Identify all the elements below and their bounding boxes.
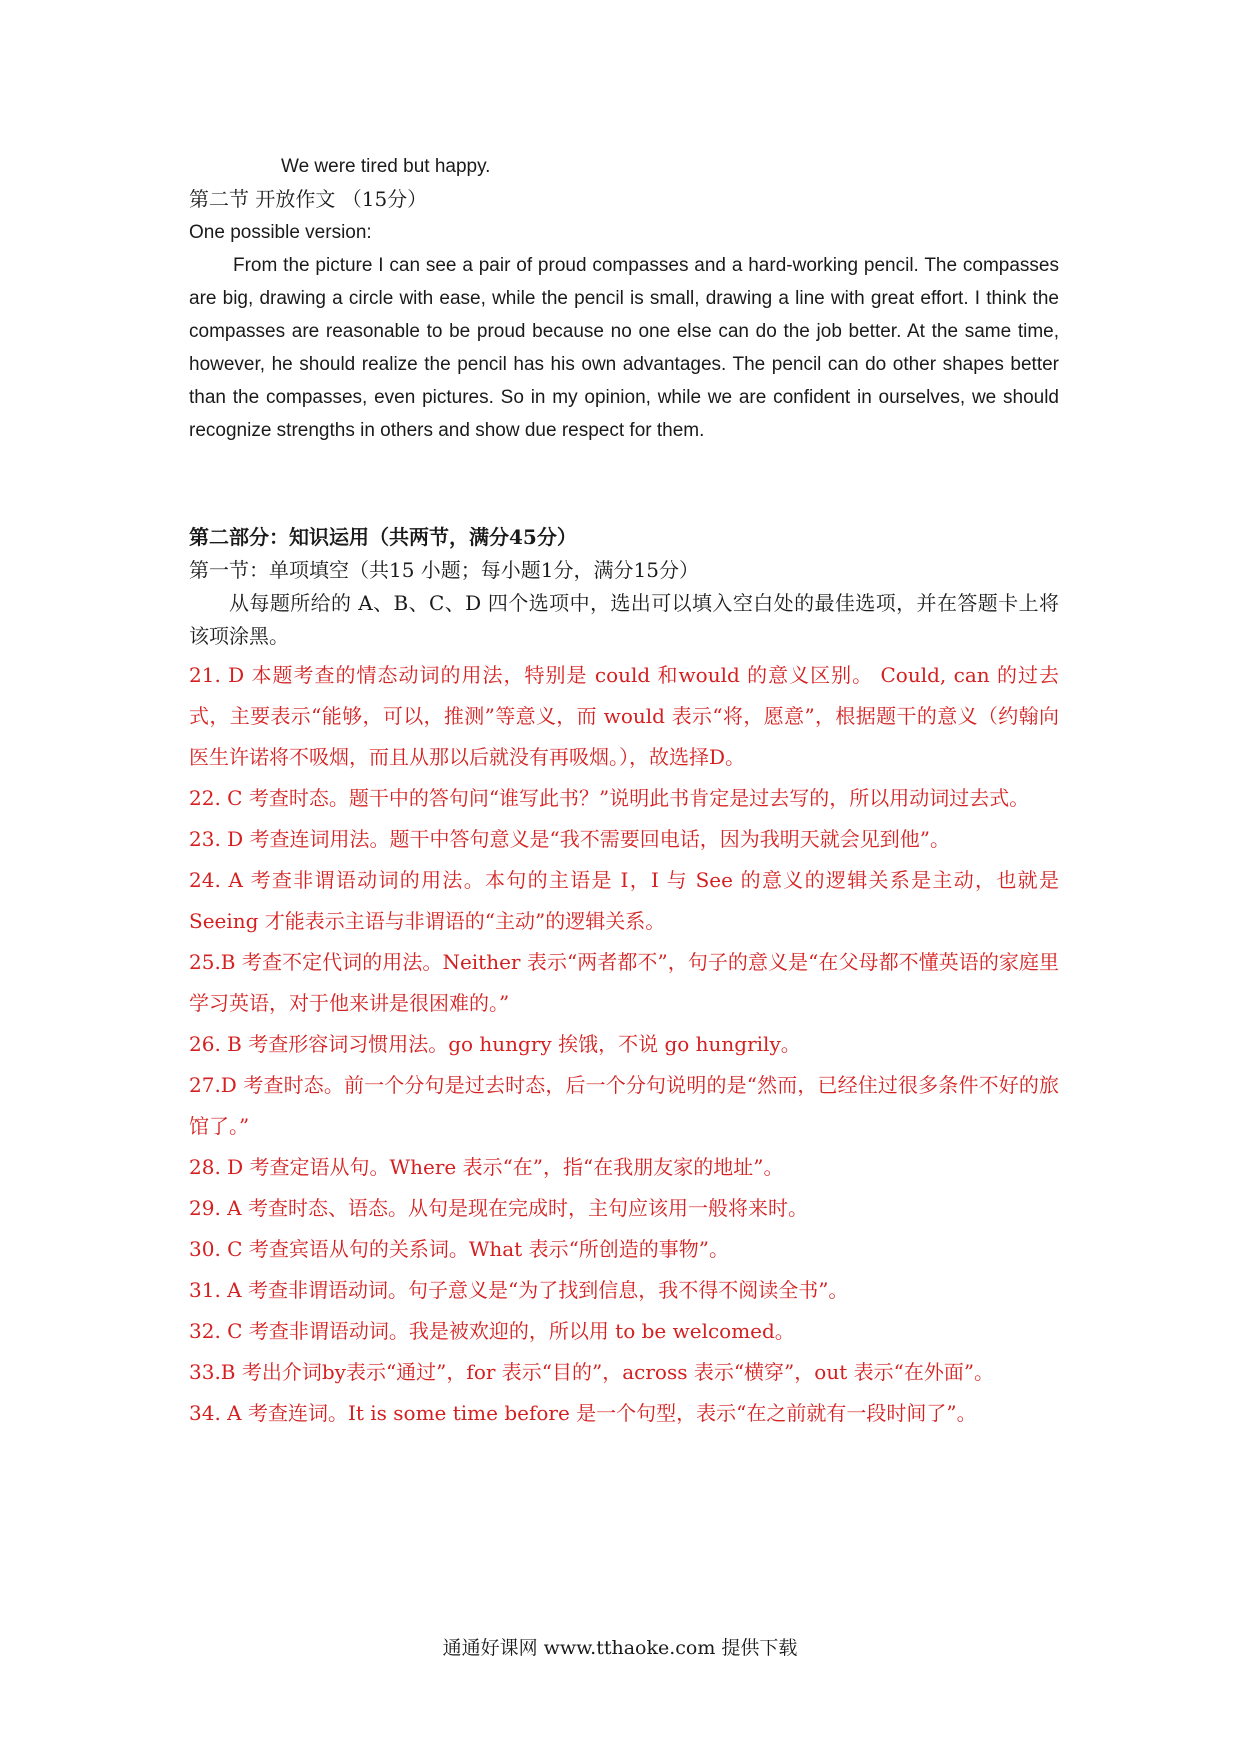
answer-item-21: 21. D 本题考查的情态动词的用法，特别是 could 和would 的意义区别。 Could, can 的过去式，主要表示“能够，可以，推测”等意义，而 would 表示“将，愿意”，根据题干的意义（约翰向医生许诺将不吸烟，而且从那以后就没有再吸烟。），故选择D。 [189,663,1059,769]
answer-item-24: 24. A 考查非谓语动词的用法。本句的主语是 I，I 与 See 的意义的逻辑关系是主动，也就是Seeing 才能表示主语与非谓语的“主动”的逻辑关系。 [189,868,1059,933]
answer-list [189,655,1059,1434]
part-heading: 第二部分：知识运用（共两节，满分45分） [189,525,577,549]
answer-item-34: 34. A 考查连词。It is some time before 是一个句型，表示“在之前就有一段时间了”。 [189,1401,977,1425]
document-body [189,150,1059,1434]
instruction-text: 从每题所给的 A、B、C、D 四个选项中，选出可以填入空白处的最佳选项，并在答题卡上将该项涂黑。 [189,591,1059,648]
sample-essay: From the picture I can see a pair of proud compasses and a hard-working pencil. The compasses are big, drawing a circle with ease, while the pencil is small, drawing a line with great effort. I think the compasses are reasonable to be proud because no one else can do the job better. At the same time, however, he should realize the pencil has his own advantages. The pencil can do other shapes better than the compasses, even pictures. So in my opinion, while we are confident in ourselves, we should recognize strengths in others and show due respect for them. [189,255,1059,441]
version-label: One possible version: [189,222,372,243]
answer-item-23: 23. D 考查连词用法。题干中答句意义是“我不需要回电话，因为我明天就会见到他”。 [189,827,951,851]
section-title-writing: 第二节 开放作文 （15分） [189,187,428,211]
answer-item-32: 32. C 考查非谓语动词。我是被欢迎的，所以用 to be welcomed。 [189,1319,795,1343]
answer-item-28: 28. D 考查定语从句。Where 表示“在”，指“在我朋友家的地址”。 [189,1155,784,1179]
section-subheading: 第一节：单项填空（共15 小题；每小题1分，满分15分） [189,558,699,582]
answer-item-25: 25.B 考查不定代词的用法。Neither 表示“两者都不”，句子的意义是“在父母都不懂英语的家庭里学习英语，对于他来讲是很困难的。” [189,950,1059,1015]
answer-item-31: 31. A 考查非谓语动词。句子意义是“为了找到信息，我不得不阅读全书”。 [189,1278,849,1302]
answer-item-29: 29. A 考查时态、语态。从句是现在完成时，主句应该用一般将来时。 [189,1196,808,1220]
answer-item-27: 27.D 考查时态。前一个分句是过去时态，后一个分句说明的是“然而，已经住过很多条件不好的旅馆了。” [189,1073,1059,1138]
spacer [189,447,1059,521]
answer-item-33: 33.B 考出介词by表示“通过”，for 表示“目的”，across 表示“横穿”，out 表示“在外面”。 [189,1360,995,1384]
page-footer: 通通好课网 www.tthaoke.com 提供下载 [442,1637,798,1659]
answer-item-22: 22. C 考查时态。题干中的答句问“谁写此书？”说明此书肯定是过去写的，所以用动词过去式。 [189,786,1030,810]
answer-item-26: 26. B 考查形容词习惯用法。go hungry 挨饿，不说 go hungrily。 [189,1032,801,1056]
essay-last-line: We were tired but happy. [281,156,491,177]
answer-item-30: 30. C 考查宾语从句的关系词。What 表示“所创造的事物”。 [189,1237,730,1261]
